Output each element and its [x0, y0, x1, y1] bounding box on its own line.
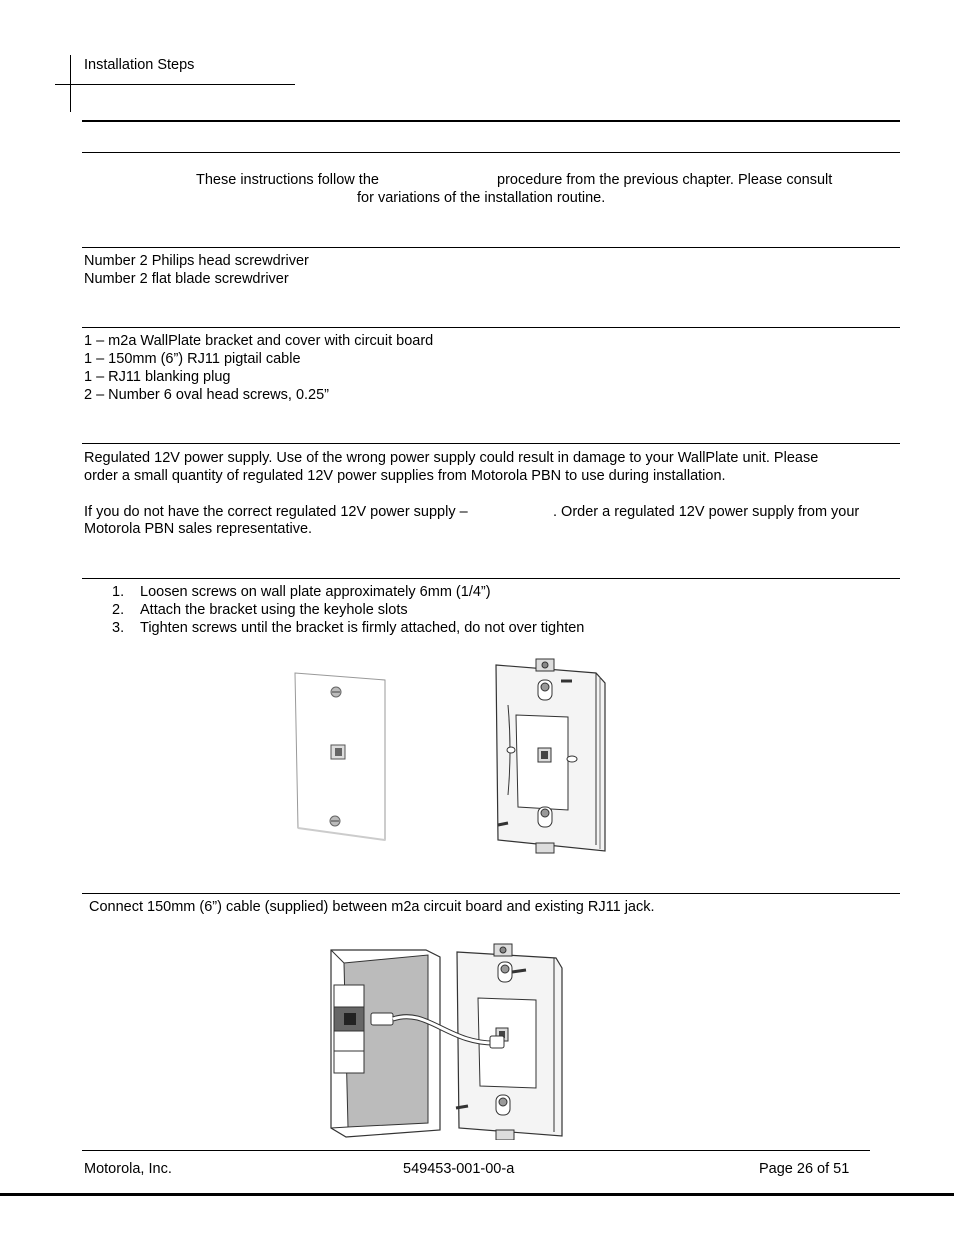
intro-text-a: These instructions follow the: [196, 172, 379, 188]
part-item: 1 – m2a WallPlate bracket and cover with circuit board: [84, 333, 434, 349]
power-warning: Motorola PBN sales representative.: [84, 521, 313, 537]
step-text: Tighten screws until the bracket is firmly attached, do not over tighten: [140, 620, 585, 636]
step-number: 3.: [112, 620, 125, 636]
section-rule-connect: [82, 893, 900, 894]
screw-icon: [538, 807, 552, 827]
power-paragraph: order a small quantity of regulated 12V power supplies from Motorola PBN to use during installation.: [84, 468, 726, 484]
footer-page-number: Page 26 of 51: [759, 1161, 850, 1177]
screw-icon: [538, 680, 552, 700]
step-text: Attach the bracket using the keyhole slots: [140, 602, 408, 618]
section-rule-tools: [82, 247, 900, 248]
intro-text-b: procedure from the previous chapter. Please consult: [497, 172, 833, 188]
power-warning: If you do not have the correct regulated 12V power supply –: [84, 504, 468, 520]
tool-item: Number 2 flat blade screwdriver: [84, 271, 289, 287]
connect-text: Connect 150mm (6”) cable (supplied) between m2a circuit board and existing RJ11 jack.: [89, 899, 655, 915]
part-item: 1 – 150mm (6”) RJ11 pigtail cable: [84, 351, 301, 367]
footer-doc-number: 549453-001-00-a: [403, 1161, 515, 1177]
section-rule-intro: [82, 152, 900, 153]
title-rule: [82, 120, 900, 122]
section-rule-parts: [82, 327, 900, 328]
intro-text-c: for variations of the installation routine.: [357, 190, 606, 206]
footer-company: Motorola, Inc.: [84, 1161, 172, 1177]
step-text: Loosen screws on wall plate approximately 6mm (1/4”): [140, 584, 491, 600]
wall-plate-illustration: [290, 668, 390, 843]
rj11-cable-icon: [368, 1005, 508, 1055]
screw-icon: [330, 816, 340, 826]
screw-icon: [498, 962, 512, 982]
tool-item: Number 2 Philips head screwdriver: [84, 253, 309, 269]
header-section-title: Installation Steps: [84, 57, 195, 73]
footer-rule: [82, 1150, 870, 1151]
bracket-illustration: [488, 655, 613, 857]
section-rule-power: [82, 443, 900, 444]
page-bottom-rule: [0, 1193, 954, 1196]
crop-mark-horizontal: [55, 84, 295, 85]
power-paragraph: Regulated 12V power supply. Use of the wrong power supply could result in damage to your WallPlate unit. Please: [84, 450, 819, 466]
part-item: 2 – Number 6 oval head screws, 0.25”: [84, 387, 330, 403]
part-item: 1 – RJ11 blanking plug: [84, 369, 231, 385]
step-number: 2.: [112, 602, 125, 618]
section-rule-steps: [82, 578, 900, 579]
screw-icon: [331, 687, 341, 697]
power-warning: . Order a regulated 12V power supply from your: [553, 504, 860, 520]
screw-icon: [496, 1095, 510, 1115]
step-number: 1.: [112, 584, 125, 600]
